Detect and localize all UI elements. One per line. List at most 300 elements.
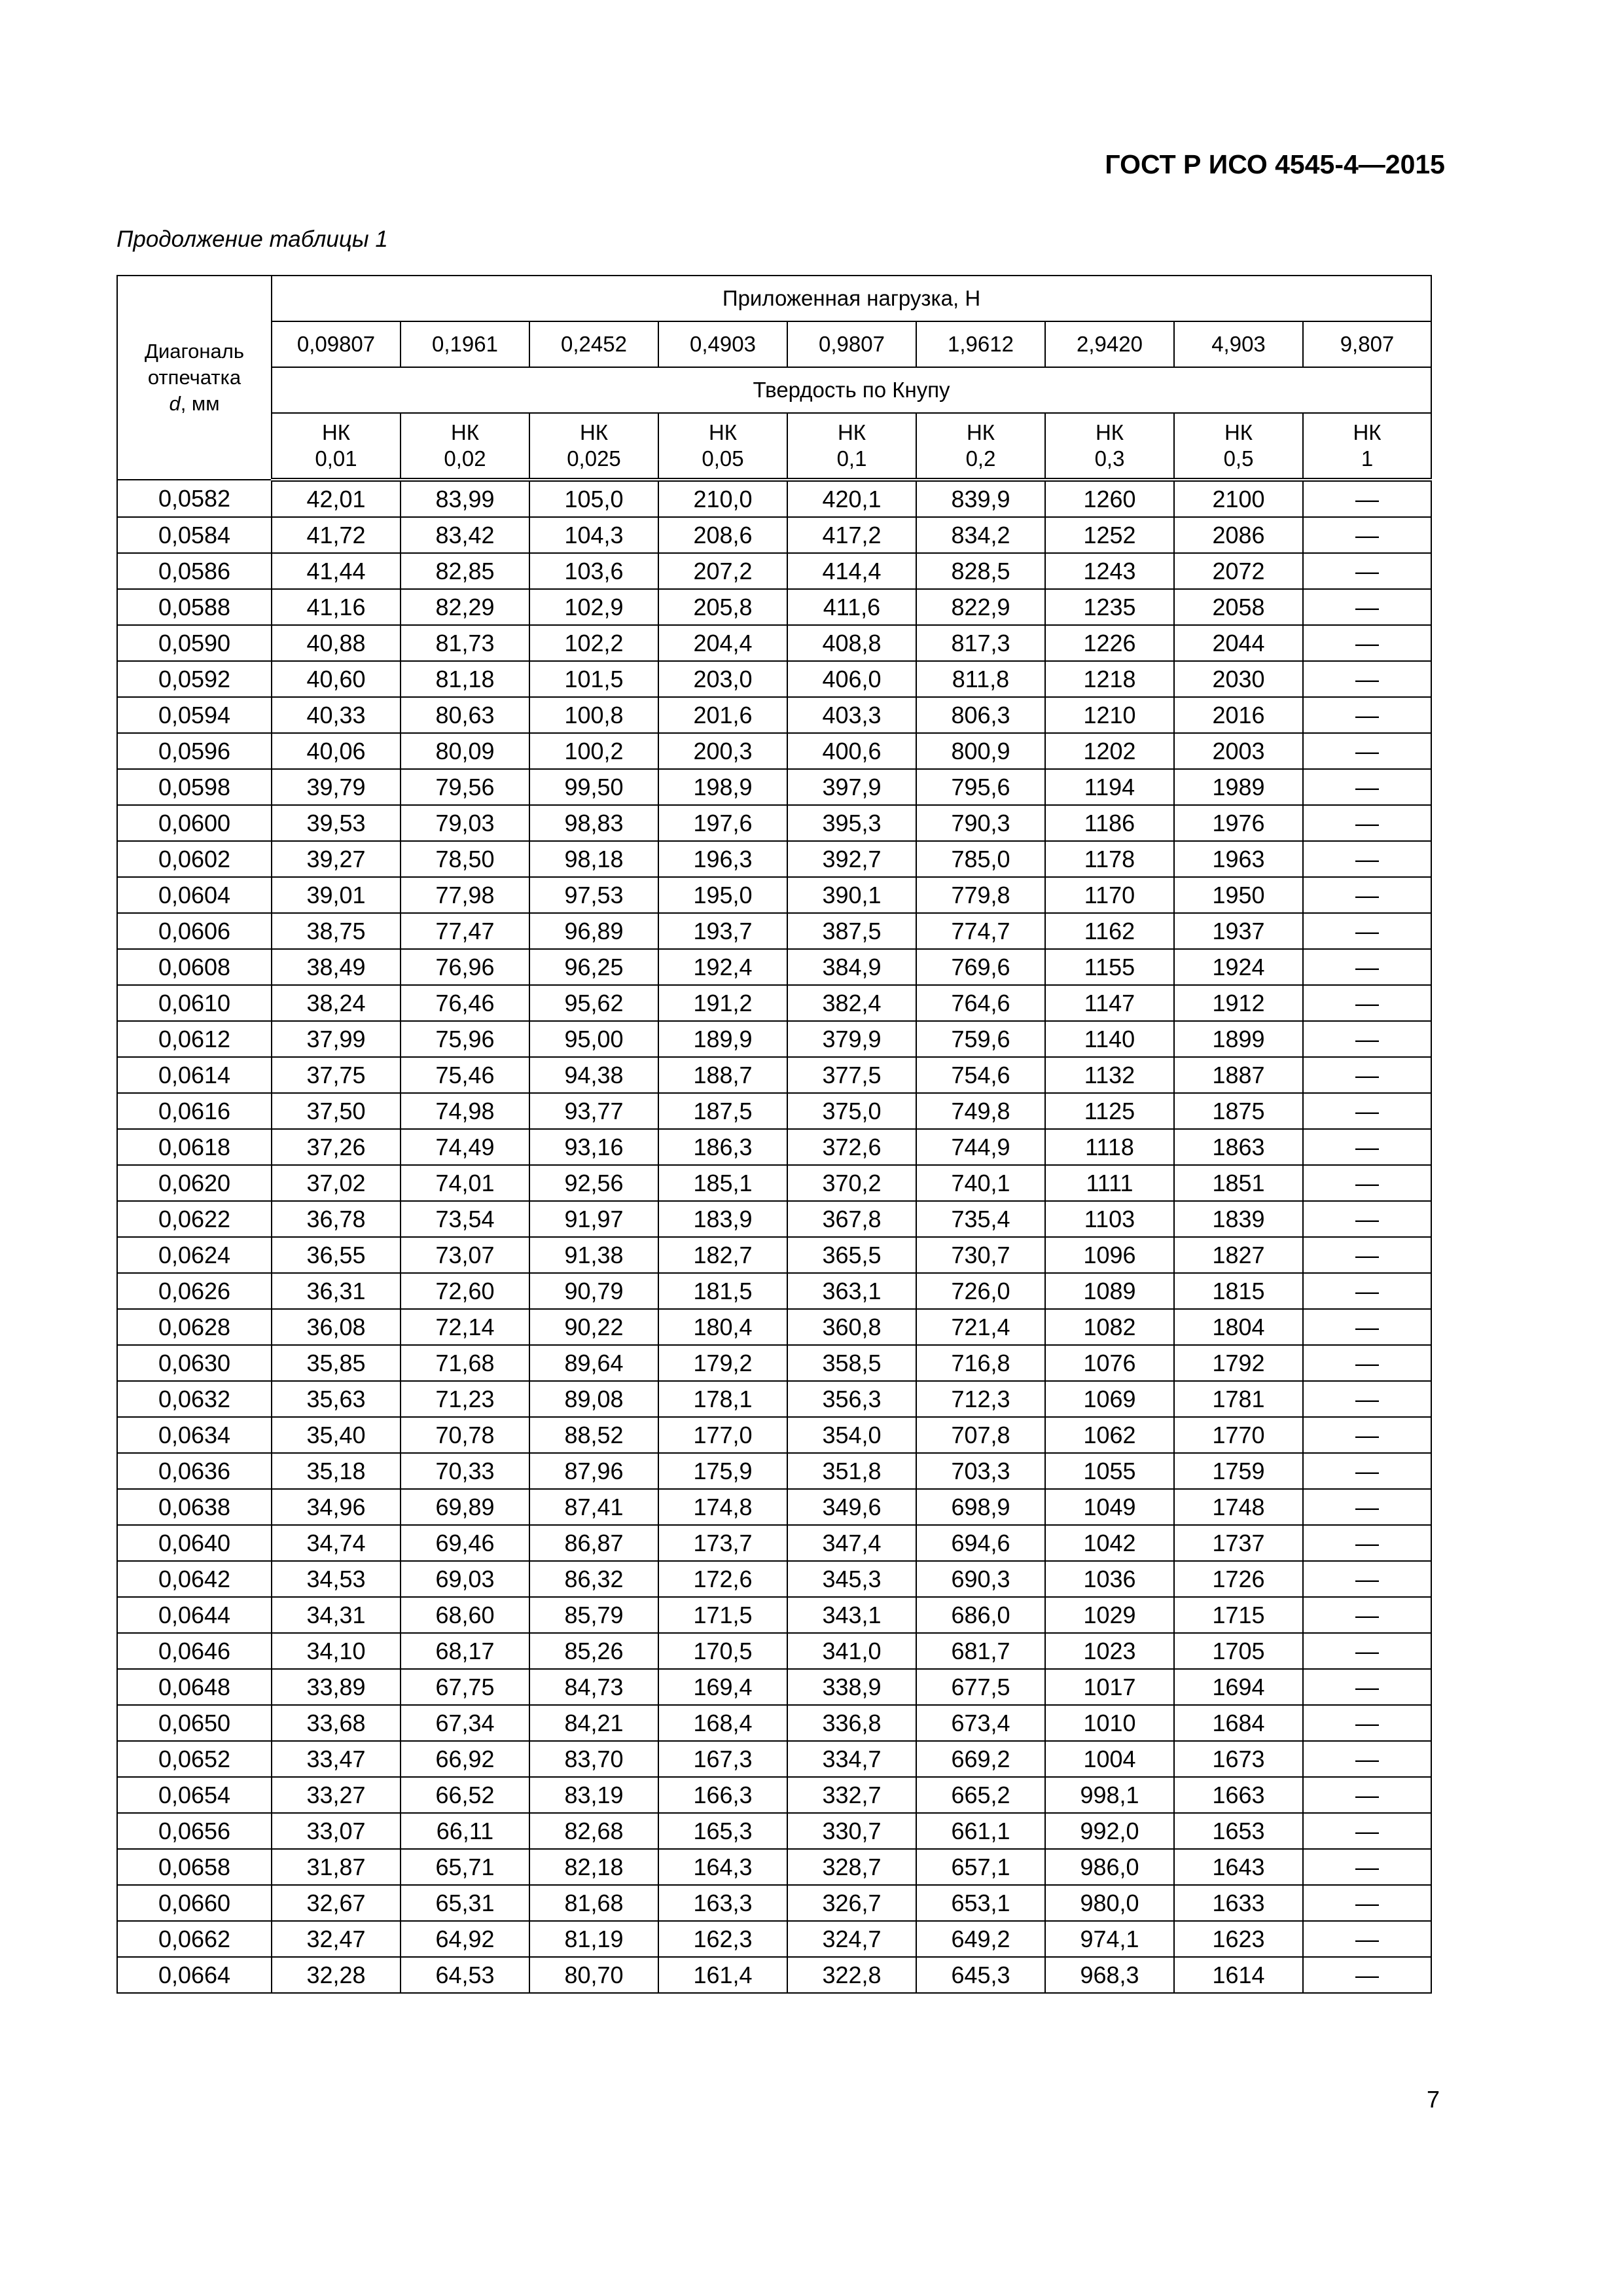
hardness-cell: 334,7 bbox=[787, 1741, 916, 1777]
diagonal-cell: 0,0634 bbox=[117, 1417, 272, 1453]
hardness-cell: — bbox=[1303, 1777, 1431, 1813]
hardness-cell: 69,46 bbox=[401, 1525, 529, 1561]
hardness-cell: — bbox=[1303, 1093, 1431, 1129]
hardness-cell: — bbox=[1303, 1453, 1431, 1489]
hk-scale-symbol: НК bbox=[321, 420, 351, 444]
hardness-cell: 35,63 bbox=[272, 1381, 401, 1417]
hardness-cell: — bbox=[1303, 1417, 1431, 1453]
hardness-cell: 1827 bbox=[1174, 1237, 1303, 1273]
table-row bbox=[117, 1849, 1431, 1885]
hardness-cell: 165,3 bbox=[658, 1813, 787, 1849]
hardness-cell: 100,8 bbox=[529, 697, 658, 733]
hardness-cell: 992,0 bbox=[1045, 1813, 1174, 1849]
hardness-cell: 36,08 bbox=[272, 1309, 401, 1345]
hardness-cell: — bbox=[1303, 1597, 1431, 1633]
hardness-cell: 64,92 bbox=[401, 1921, 529, 1957]
hardness-cell: 208,6 bbox=[658, 517, 787, 553]
hardness-cell: 72,14 bbox=[401, 1309, 529, 1345]
hardness-cell: 1815 bbox=[1174, 1273, 1303, 1309]
diagonal-cell: 0,0642 bbox=[117, 1561, 272, 1597]
table-row bbox=[117, 1705, 1431, 1741]
hk-scale-value: 0,05 bbox=[702, 446, 744, 471]
load-header-cell: 9,807 bbox=[1303, 321, 1431, 367]
hardness-cell: 1235 bbox=[1045, 589, 1174, 625]
hardness-cell: 77,47 bbox=[401, 913, 529, 949]
hardness-cell: — bbox=[1303, 1957, 1431, 1993]
hardness-cell: 817,3 bbox=[916, 625, 1045, 661]
table-row bbox=[117, 625, 1431, 661]
hardness-cell: 1202 bbox=[1045, 733, 1174, 769]
hardness-cell: 34,31 bbox=[272, 1597, 401, 1633]
diagonal-cell: 0,0628 bbox=[117, 1309, 272, 1345]
diagonal-cell: 0,0622 bbox=[117, 1201, 272, 1237]
hardness-cell: 85,79 bbox=[529, 1597, 658, 1633]
hardness-cell: 1042 bbox=[1045, 1525, 1174, 1561]
hardness-cell: — bbox=[1303, 1345, 1431, 1381]
hardness-cell: 1062 bbox=[1045, 1417, 1174, 1453]
hardness-cell: 40,33 bbox=[272, 697, 401, 733]
document-id: ГОСТ Р ИСО 4545-4—2015 bbox=[1105, 149, 1445, 179]
hardness-cell: 177,0 bbox=[658, 1417, 787, 1453]
hardness-cell: 1082 bbox=[1045, 1309, 1174, 1345]
hardness-cell: 828,5 bbox=[916, 553, 1045, 589]
hardness-cell: 65,31 bbox=[401, 1885, 529, 1921]
hardness-cell: 78,50 bbox=[401, 841, 529, 877]
hardness-cell: 1010 bbox=[1045, 1705, 1174, 1741]
hardness-cell: 980,0 bbox=[1045, 1885, 1174, 1921]
hardness-cell: 82,29 bbox=[401, 589, 529, 625]
diagonal-cell: 0,0596 bbox=[117, 733, 272, 769]
hardness-cell: 1643 bbox=[1174, 1849, 1303, 1885]
hardness-cell: 806,3 bbox=[916, 697, 1045, 733]
hardness-cell: 37,50 bbox=[272, 1093, 401, 1129]
diagonal-cell: 0,0638 bbox=[117, 1489, 272, 1525]
hardness-cell: 82,68 bbox=[529, 1813, 658, 1849]
hardness-cell: 341,0 bbox=[787, 1633, 916, 1669]
hardness-cell: 1089 bbox=[1045, 1273, 1174, 1309]
hardness-cell: 102,2 bbox=[529, 625, 658, 661]
diagonal-cell: 0,0620 bbox=[117, 1165, 272, 1201]
hardness-cell: 974,1 bbox=[1045, 1921, 1174, 1957]
hardness-cell: 2044 bbox=[1174, 625, 1303, 661]
hardness-cell: 1851 bbox=[1174, 1165, 1303, 1201]
hardness-cell: 33,47 bbox=[272, 1741, 401, 1777]
hardness-cell: 1663 bbox=[1174, 1777, 1303, 1813]
hk-scale-symbol: НК bbox=[579, 420, 609, 444]
diag-header-line2: отпечатка bbox=[147, 366, 241, 389]
hk-scale-symbol: НК bbox=[1353, 420, 1382, 444]
hardness-cell: 420,1 bbox=[787, 480, 916, 517]
table-row bbox=[117, 1597, 1431, 1633]
hardness-cell: 349,6 bbox=[787, 1489, 916, 1525]
hardness-cell: 74,98 bbox=[401, 1093, 529, 1129]
table-row bbox=[117, 1921, 1431, 1957]
hardness-cell: 661,1 bbox=[916, 1813, 1045, 1849]
table-row bbox=[117, 1777, 1431, 1813]
hardness-cell: 716,8 bbox=[916, 1345, 1045, 1381]
hardness-cell: 1178 bbox=[1045, 841, 1174, 877]
hardness-cell: 66,92 bbox=[401, 1741, 529, 1777]
hardness-cell: 163,3 bbox=[658, 1885, 787, 1921]
hardness-cell: 2100 bbox=[1174, 480, 1303, 517]
hardness-cell: 1633 bbox=[1174, 1885, 1303, 1921]
diagonal-cell: 0,0644 bbox=[117, 1597, 272, 1633]
hardness-cell: 769,6 bbox=[916, 949, 1045, 985]
hk-scale-cell bbox=[529, 413, 658, 480]
load-header-cell: 0,9807 bbox=[787, 321, 916, 367]
hardness-cell: 356,3 bbox=[787, 1381, 916, 1417]
hardness-cell: — bbox=[1303, 589, 1431, 625]
hardness-cell: — bbox=[1303, 1525, 1431, 1561]
hardness-cell: 182,7 bbox=[658, 1237, 787, 1273]
hardness-cell: 83,42 bbox=[401, 517, 529, 553]
hardness-cell: 96,89 bbox=[529, 913, 658, 949]
hardness-cell: 36,78 bbox=[272, 1201, 401, 1237]
table-row bbox=[117, 553, 1431, 589]
hardness-cell: 74,01 bbox=[401, 1165, 529, 1201]
hardness-cell: 201,6 bbox=[658, 697, 787, 733]
load-group-header: Приложенная нагрузка, Н bbox=[272, 276, 1431, 321]
hardness-cell: 178,1 bbox=[658, 1381, 787, 1417]
diagonal-cell: 0,0614 bbox=[117, 1057, 272, 1093]
table-row bbox=[117, 1201, 1431, 1237]
hardness-cell: 1804 bbox=[1174, 1309, 1303, 1345]
hardness-cell: 83,19 bbox=[529, 1777, 658, 1813]
hardness-cell: 1887 bbox=[1174, 1057, 1303, 1093]
hardness-cell: 1899 bbox=[1174, 1021, 1303, 1057]
hardness-cell: 1684 bbox=[1174, 1705, 1303, 1741]
hk-scale-value: 0,5 bbox=[1223, 446, 1254, 471]
hardness-cell: 328,7 bbox=[787, 1849, 916, 1885]
hardness-cell: 162,3 bbox=[658, 1921, 787, 1957]
hardness-cell: 653,1 bbox=[916, 1885, 1045, 1921]
hardness-cell: 1252 bbox=[1045, 517, 1174, 553]
hardness-cell: — bbox=[1303, 1129, 1431, 1165]
hardness-cell: 98,18 bbox=[529, 841, 658, 877]
hardness-cell: 1705 bbox=[1174, 1633, 1303, 1669]
hk-scale-symbol: НК bbox=[966, 420, 995, 444]
hardness-cell: 759,6 bbox=[916, 1021, 1045, 1057]
hardness-cell: 669,2 bbox=[916, 1741, 1045, 1777]
hk-scale-cell bbox=[272, 413, 401, 480]
diagonal-cell: 0,0592 bbox=[117, 661, 272, 697]
hk-scale-symbol: НК bbox=[1224, 420, 1253, 444]
hardness-cell: 101,5 bbox=[529, 661, 658, 697]
hardness-cell: 100,2 bbox=[529, 733, 658, 769]
table-row bbox=[117, 1129, 1431, 1165]
load-header-cell: 4,903 bbox=[1174, 321, 1303, 367]
hardness-cell: 79,03 bbox=[401, 805, 529, 841]
hardness-cell: 1111 bbox=[1045, 1165, 1174, 1201]
table-row bbox=[117, 733, 1431, 769]
hardness-cell: 379,9 bbox=[787, 1021, 916, 1057]
hardness-cell: 400,6 bbox=[787, 733, 916, 769]
hardness-cell: — bbox=[1303, 1381, 1431, 1417]
hardness-cell: 81,19 bbox=[529, 1921, 658, 1957]
hardness-cell: 1924 bbox=[1174, 949, 1303, 985]
diagonal-cell: 0,0590 bbox=[117, 625, 272, 661]
hardness-cell: 1017 bbox=[1045, 1669, 1174, 1705]
hardness-cell: — bbox=[1303, 1561, 1431, 1597]
hk-scale-cell bbox=[1174, 413, 1303, 480]
hardness-cell: 175,9 bbox=[658, 1453, 787, 1489]
hk-scale-cell bbox=[916, 413, 1045, 480]
hardness-cell: — bbox=[1303, 985, 1431, 1021]
hardness-cell: — bbox=[1303, 1309, 1431, 1345]
hardness-cell: — bbox=[1303, 1165, 1431, 1201]
hardness-cell: — bbox=[1303, 1489, 1431, 1525]
diagonal-cell: 0,0658 bbox=[117, 1849, 272, 1885]
hardness-cell: 205,8 bbox=[658, 589, 787, 625]
hardness-table bbox=[116, 275, 1432, 1994]
hardness-cell: 1759 bbox=[1174, 1453, 1303, 1489]
hardness-cell: 1614 bbox=[1174, 1957, 1303, 1993]
hardness-cell: 1004 bbox=[1045, 1741, 1174, 1777]
hardness-cell: 198,9 bbox=[658, 769, 787, 805]
hardness-cell: 390,1 bbox=[787, 877, 916, 913]
hardness-cell: 1055 bbox=[1045, 1453, 1174, 1489]
hardness-cell: 698,9 bbox=[916, 1489, 1045, 1525]
hardness-cell: 1673 bbox=[1174, 1741, 1303, 1777]
hardness-cell: 686,0 bbox=[916, 1597, 1045, 1633]
diagonal-cell: 0,0604 bbox=[117, 877, 272, 913]
diagonal-cell: 0,0602 bbox=[117, 841, 272, 877]
hardness-cell: 406,0 bbox=[787, 661, 916, 697]
hardness-group-header: Твердость по Кнупу bbox=[272, 367, 1431, 413]
hardness-cell: 68,60 bbox=[401, 1597, 529, 1633]
hardness-cell: 1029 bbox=[1045, 1597, 1174, 1633]
table-row bbox=[117, 1669, 1431, 1705]
load-header-cell: 2,9420 bbox=[1045, 321, 1174, 367]
hardness-cell: 98,83 bbox=[529, 805, 658, 841]
hk-scale-cell bbox=[787, 413, 916, 480]
hardness-cell: 207,2 bbox=[658, 553, 787, 589]
hardness-cell: 179,2 bbox=[658, 1345, 787, 1381]
hardness-cell: 336,8 bbox=[787, 1705, 916, 1741]
table-row bbox=[117, 517, 1431, 553]
hardness-cell: 81,68 bbox=[529, 1885, 658, 1921]
hardness-cell: 41,72 bbox=[272, 517, 401, 553]
hardness-cell: 351,8 bbox=[787, 1453, 916, 1489]
hardness-cell: — bbox=[1303, 949, 1431, 985]
hardness-cell: 90,22 bbox=[529, 1309, 658, 1345]
table-row bbox=[117, 1381, 1431, 1417]
hardness-cell: 70,78 bbox=[401, 1417, 529, 1453]
diagonal-cell: 0,0600 bbox=[117, 805, 272, 841]
diagonal-cell: 0,0598 bbox=[117, 769, 272, 805]
hardness-cell: 1210 bbox=[1045, 697, 1174, 733]
hardness-cell: 82,18 bbox=[529, 1849, 658, 1885]
hardness-cell: 87,96 bbox=[529, 1453, 658, 1489]
hardness-cell: 35,18 bbox=[272, 1453, 401, 1489]
hardness-cell: 677,5 bbox=[916, 1669, 1045, 1705]
hardness-cell: 191,2 bbox=[658, 985, 787, 1021]
hardness-cell: 203,0 bbox=[658, 661, 787, 697]
diag-header-unit: , мм bbox=[180, 392, 220, 415]
diagonal-cell: 0,0618 bbox=[117, 1129, 272, 1165]
hardness-cell: 37,26 bbox=[272, 1129, 401, 1165]
hardness-cell: 33,68 bbox=[272, 1705, 401, 1741]
hardness-cell: — bbox=[1303, 1021, 1431, 1057]
diagonal-cell: 0,0664 bbox=[117, 1957, 272, 1993]
hardness-cell: 185,1 bbox=[658, 1165, 787, 1201]
hardness-cell: 370,2 bbox=[787, 1165, 916, 1201]
table-row bbox=[117, 1813, 1431, 1849]
hk-scale-value: 0,025 bbox=[567, 446, 621, 471]
hardness-cell: — bbox=[1303, 1741, 1431, 1777]
hk-scale-symbol: НК bbox=[837, 420, 866, 444]
hardness-cell: 197,6 bbox=[658, 805, 787, 841]
hardness-cell: 1023 bbox=[1045, 1633, 1174, 1669]
diagonal-cell: 0,0632 bbox=[117, 1381, 272, 1417]
load-header-cell: 0,2452 bbox=[529, 321, 658, 367]
hardness-cell: 703,3 bbox=[916, 1453, 1045, 1489]
hardness-cell: 65,71 bbox=[401, 1849, 529, 1885]
hardness-cell: — bbox=[1303, 769, 1431, 805]
table-row bbox=[117, 1741, 1431, 1777]
hardness-cell: 811,8 bbox=[916, 661, 1045, 697]
hardness-cell: 1963 bbox=[1174, 841, 1303, 877]
loads-row bbox=[117, 321, 1431, 367]
hardness-cell: — bbox=[1303, 1813, 1431, 1849]
hardness-cell: — bbox=[1303, 517, 1431, 553]
hk-scale-cell bbox=[658, 413, 787, 480]
hardness-cell: 67,75 bbox=[401, 1669, 529, 1705]
load-header-cell: 0,1961 bbox=[401, 321, 529, 367]
hardness-cell: 76,46 bbox=[401, 985, 529, 1021]
hardness-cell: 1694 bbox=[1174, 1669, 1303, 1705]
hardness-cell: — bbox=[1303, 841, 1431, 877]
diagonal-cell: 0,0662 bbox=[117, 1921, 272, 1957]
hardness-cell: 1976 bbox=[1174, 805, 1303, 841]
table-row bbox=[117, 1309, 1431, 1345]
hardness-cell: 800,9 bbox=[916, 733, 1045, 769]
hardness-cell: 1076 bbox=[1045, 1345, 1174, 1381]
hardness-cell: 392,7 bbox=[787, 841, 916, 877]
hardness-cell: 80,09 bbox=[401, 733, 529, 769]
hardness-cell: — bbox=[1303, 1669, 1431, 1705]
hardness-cell: 36,55 bbox=[272, 1237, 401, 1273]
hardness-cell: 657,1 bbox=[916, 1849, 1045, 1885]
hardness-cell: 40,60 bbox=[272, 661, 401, 697]
hardness-cell: 168,4 bbox=[658, 1705, 787, 1741]
hardness-cell: 1155 bbox=[1045, 949, 1174, 985]
hardness-cell: 1792 bbox=[1174, 1345, 1303, 1381]
diagonal-cell: 0,0584 bbox=[117, 517, 272, 553]
diagonal-cell: 0,0606 bbox=[117, 913, 272, 949]
hardness-cell: 363,1 bbox=[787, 1273, 916, 1309]
hardness-cell: 39,27 bbox=[272, 841, 401, 877]
hardness-cell: 347,4 bbox=[787, 1525, 916, 1561]
hardness-cell: 1118 bbox=[1045, 1129, 1174, 1165]
hardness-cell: 105,0 bbox=[529, 480, 658, 517]
diag-header-symbol: d bbox=[169, 392, 181, 415]
hardness-cell: 72,60 bbox=[401, 1273, 529, 1309]
hardness-cell: 1770 bbox=[1174, 1417, 1303, 1453]
hardness-cell: 67,34 bbox=[401, 1705, 529, 1741]
hardness-cell: — bbox=[1303, 1885, 1431, 1921]
hk-scale-value: 0,1 bbox=[836, 446, 867, 471]
hardness-cell: 83,99 bbox=[401, 480, 529, 517]
hardness-cell: 33,89 bbox=[272, 1669, 401, 1705]
hardness-cell: 66,52 bbox=[401, 1777, 529, 1813]
hardness-cell: 332,7 bbox=[787, 1777, 916, 1813]
hardness-cell: 822,9 bbox=[916, 589, 1045, 625]
hardness-cell: 834,2 bbox=[916, 517, 1045, 553]
diagonal-cell: 0,0654 bbox=[117, 1777, 272, 1813]
hardness-cell: 66,11 bbox=[401, 1813, 529, 1849]
hardness-cell: 99,50 bbox=[529, 769, 658, 805]
hardness-cell: 414,4 bbox=[787, 553, 916, 589]
hardness-cell: 1103 bbox=[1045, 1201, 1174, 1237]
hardness-cell: 735,4 bbox=[916, 1201, 1045, 1237]
hardness-cell: 94,38 bbox=[529, 1057, 658, 1093]
hardness-cell: 89,08 bbox=[529, 1381, 658, 1417]
hardness-cell: 395,3 bbox=[787, 805, 916, 841]
hardness-cell: — bbox=[1303, 1921, 1431, 1957]
hardness-cell: 37,99 bbox=[272, 1021, 401, 1057]
hardness-cell: 41,44 bbox=[272, 553, 401, 589]
hardness-cell: 34,96 bbox=[272, 1489, 401, 1525]
hardness-cell: 365,5 bbox=[787, 1237, 916, 1273]
hardness-cell: 80,63 bbox=[401, 697, 529, 733]
hardness-cell: 358,5 bbox=[787, 1345, 916, 1381]
hardness-cell: 97,53 bbox=[529, 877, 658, 913]
hardness-cell: 1036 bbox=[1045, 1561, 1174, 1597]
hardness-cell: 726,0 bbox=[916, 1273, 1045, 1309]
hardness-cell: 1125 bbox=[1045, 1093, 1174, 1129]
hardness-cell: 779,8 bbox=[916, 877, 1045, 913]
hardness-cell: 749,8 bbox=[916, 1093, 1045, 1129]
hardness-cell: 36,31 bbox=[272, 1273, 401, 1309]
hardness-cell: 77,98 bbox=[401, 877, 529, 913]
hardness-cell: 1132 bbox=[1045, 1057, 1174, 1093]
hardness-cell: 1243 bbox=[1045, 553, 1174, 589]
hardness-cell: 42,01 bbox=[272, 480, 401, 517]
hardness-cell: 193,7 bbox=[658, 913, 787, 949]
hardness-cell: 1049 bbox=[1045, 1489, 1174, 1525]
hardness-cell: — bbox=[1303, 1273, 1431, 1309]
table-row bbox=[117, 1021, 1431, 1057]
hardness-cell: 1170 bbox=[1045, 877, 1174, 913]
hardness-cell: 71,68 bbox=[401, 1345, 529, 1381]
hardness-cell: 707,8 bbox=[916, 1417, 1045, 1453]
diagonal-cell: 0,0648 bbox=[117, 1669, 272, 1705]
diagonal-cell: 0,0594 bbox=[117, 697, 272, 733]
hardness-cell: — bbox=[1303, 877, 1431, 913]
diagonal-cell: 0,0650 bbox=[117, 1705, 272, 1741]
hardness-cell: 730,7 bbox=[916, 1237, 1045, 1273]
diagonal-cell: 0,0660 bbox=[117, 1885, 272, 1921]
hardness-cell: 69,89 bbox=[401, 1489, 529, 1525]
hardness-cell: 690,3 bbox=[916, 1561, 1045, 1597]
hardness-cell: 81,18 bbox=[401, 661, 529, 697]
hardness-cell: 1737 bbox=[1174, 1525, 1303, 1561]
hardness-cell: 39,01 bbox=[272, 877, 401, 913]
hardness-cell: 1912 bbox=[1174, 985, 1303, 1021]
hardness-cell: 649,2 bbox=[916, 1921, 1045, 1957]
hardness-cell: 92,56 bbox=[529, 1165, 658, 1201]
hardness-cell: 1147 bbox=[1045, 985, 1174, 1021]
hardness-cell: 384,9 bbox=[787, 949, 916, 985]
hardness-cell: — bbox=[1303, 805, 1431, 841]
table-row bbox=[117, 985, 1431, 1021]
hardness-cell: 764,6 bbox=[916, 985, 1045, 1021]
hardness-cell: 1950 bbox=[1174, 877, 1303, 913]
hardness-cell: 681,7 bbox=[916, 1633, 1045, 1669]
hardness-cell: 161,4 bbox=[658, 1957, 787, 1993]
hardness-cell: 1226 bbox=[1045, 625, 1174, 661]
